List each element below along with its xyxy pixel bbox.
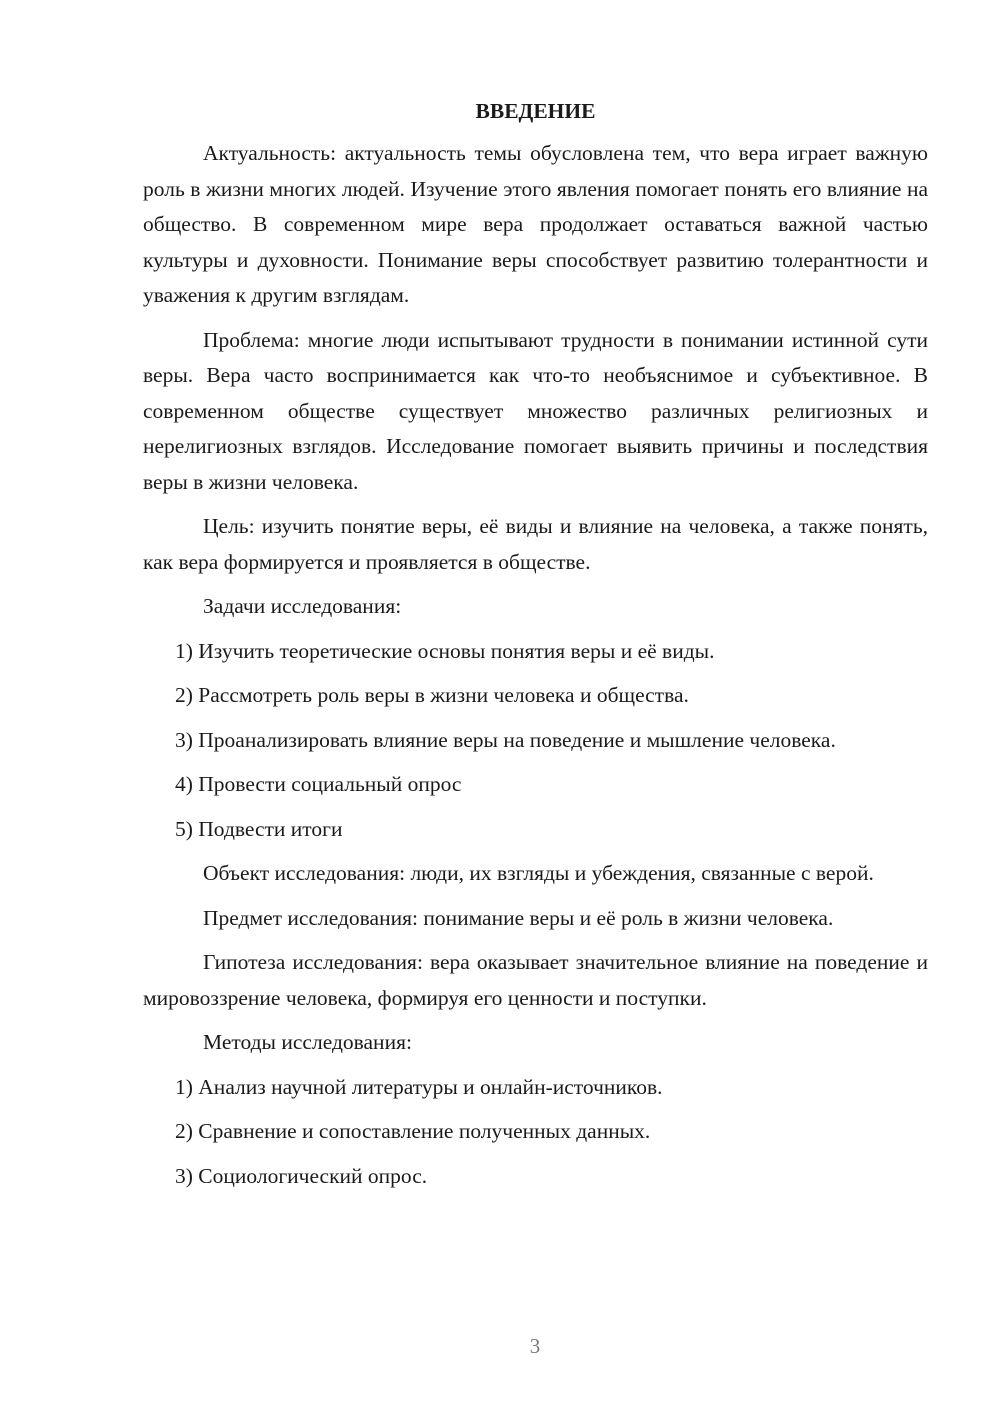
page-number: 3: [529, 1334, 541, 1358]
document-page: [143, 96, 928, 1203]
task-item-3: 3) Проанализировать влияние веры на поведение и мышление человека.: [175, 727, 836, 752]
hypothesis-paragraph: Гипотеза исследования: вера оказывает значительное влияние на поведение и мировоззрение человека, формируя его ценности и поступки.: [143, 950, 928, 1010]
task-item-5: 5) Подвести итоги: [175, 816, 343, 841]
method-item-1: 1) Анализ научной литературы и онлайн-источников.: [175, 1074, 663, 1099]
page-title: ВВЕДЕНИЕ: [475, 99, 596, 123]
method-item-3: 3) Социологический опрос.: [175, 1163, 428, 1188]
task-item-2: 2) Рассмотреть роль веры в жизни человека и общества.: [175, 683, 689, 707]
problem-paragraph: Проблема: многие люди испытывают трудности в понимании истинной сути веры. Вера часто воспринимается как что-то необъяснимое и субъективное. В современном обществе существует множество различных религиозных и нерелигиозных взглядов. Исследование помогает выявить причины и последствия веры в жизни человека.: [143, 327, 928, 494]
methods-heading: Методы исследования:: [203, 1030, 412, 1054]
task-item-1: 1) Изучить теоретические основы понятия веры и её виды.: [175, 638, 715, 663]
tasks-heading: Задачи исследования:: [203, 594, 402, 618]
task-item-4: 4) Провести социальный опрос: [175, 772, 462, 796]
relevance-paragraph: Актуальность: актуальность темы обусловлена тем, что вера играет важную роль в жизни многих людей. Изучение этого явления помогает понять его влияние на общество. В современном мире вера продолжает оставаться важной частью культуры и духовности. Понимание веры способствует развитию толерантности и уважения к другим взглядам.: [143, 141, 928, 307]
goal-paragraph: Цель: изучить понятие веры, её виды и влияние на человека, а также понять, как вера формируется и проявляется в обществе.: [143, 514, 928, 574]
subject-paragraph: Предмет исследования: понимание веры и её роль в жизни человека.: [203, 905, 834, 930]
method-item-2: 2) Сравнение и сопоставление полученных данных.: [175, 1119, 651, 1143]
object-paragraph: Объект исследования: люди, их взгляды и убеждения, связанные с верой.: [203, 861, 874, 885]
